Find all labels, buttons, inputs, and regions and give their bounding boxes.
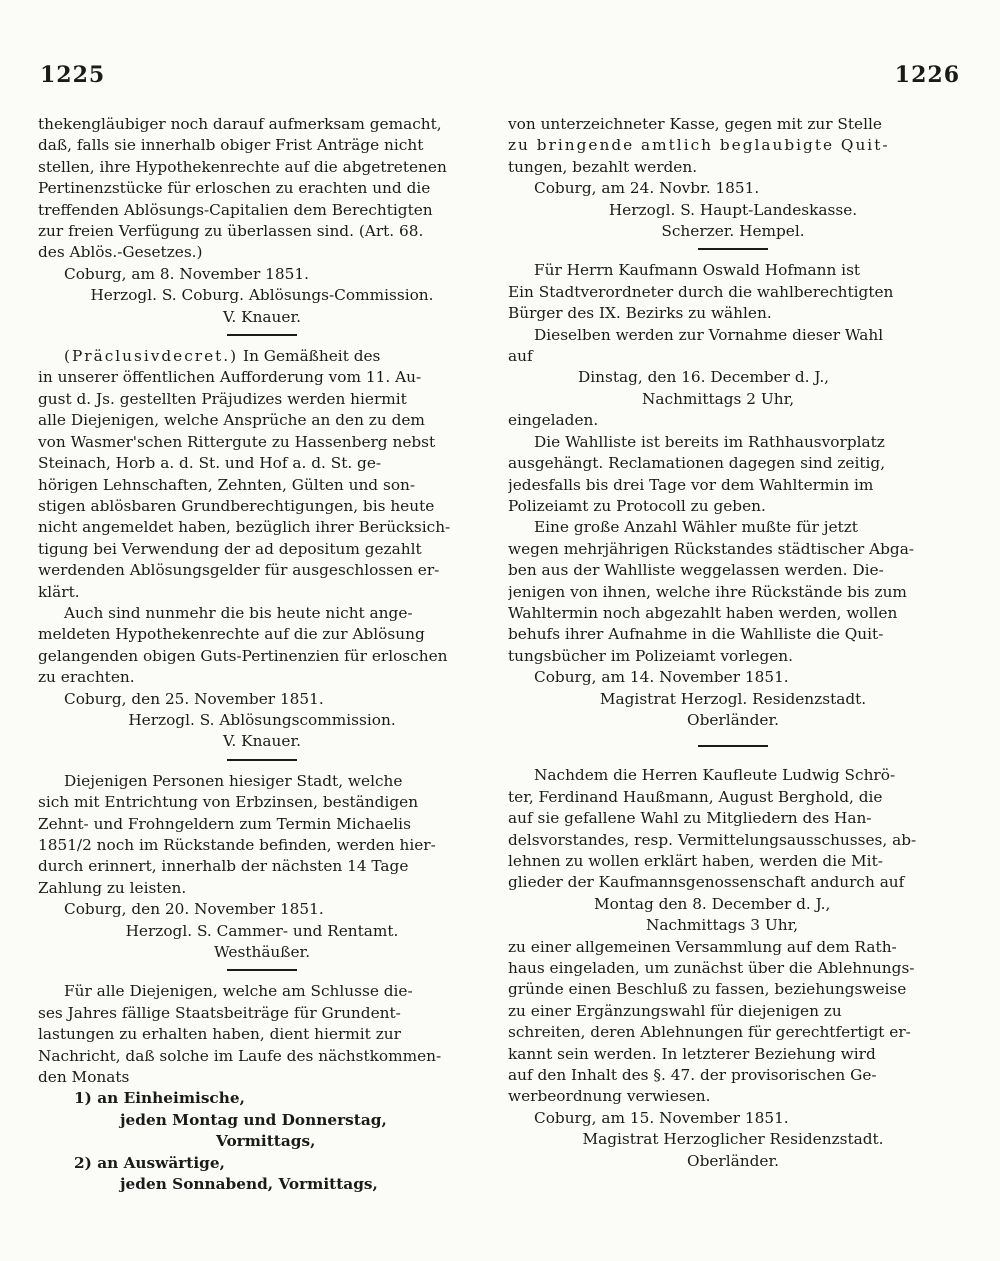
notice-erbzinsen <box>38 771 486 964</box>
meeting-date: Montag den 8. December d. J., <box>594 894 831 913</box>
notice-signer: Oberländer. <box>687 710 779 729</box>
notice-praeclusivdecret <box>38 346 486 753</box>
notice-date: Coburg, am 8. November 1851. <box>64 264 309 283</box>
notice-signature: Herzogl. S. Cammer- und Rentamt. <box>125 921 399 940</box>
notice-signature: Herzogl. S. Haupt-Landeskasse. <box>608 200 858 219</box>
right-column <box>508 114 958 1172</box>
text-line: Für Herrn Kaufmann Oswald Hofmann ist <box>534 261 861 280</box>
list-item: jeden Montag und Donnerstag, <box>120 1110 387 1129</box>
text-line: sich mit Entrichtung von Erbzinsen, beständigen <box>38 793 419 812</box>
page-number-right: 1226 <box>894 62 960 88</box>
text-line: wegen mehrjährigen Rückstandes städtischer Abga- <box>508 539 915 558</box>
election-time: Nachmittags 2 Uhr, <box>642 389 795 408</box>
text-line: lehnen zu wollen erklärt haben, werden die Mit- <box>508 852 883 870</box>
notice-signature: Magistrat Herzoglicher Residenzstadt. <box>582 1130 884 1149</box>
notice-date: Coburg, am 24. Novbr. 1851. <box>534 179 760 198</box>
text-line: Polizeiamt zu Protocoll zu geben. <box>508 496 766 515</box>
text-line: Nachdem die Herren Kaufleute Ludwig Schrö- <box>534 766 896 785</box>
section-divider <box>227 969 297 971</box>
text-line: Pertinenzstücke für erloschen zu erachten und die <box>38 179 431 198</box>
text-line: tungsbücher im Polizeiamt vorlegen. <box>508 646 794 665</box>
text-line: Nachricht, daß solche im Laufe des nächstkommen- <box>38 1046 442 1065</box>
left-column <box>38 114 486 1196</box>
text-line: jenigen von ihnen, welche ihre Rückstände bis zum <box>508 582 907 601</box>
text-line: Steinach, Horb a. d. St. und Hof a. d. St. ge- <box>38 454 382 473</box>
notice-signature: Magistrat Herzogl. Residenzstadt. <box>599 689 867 708</box>
text-line: daß, falls sie innerhalb obiger Frist Anträge nicht <box>38 136 424 155</box>
text-line: Zehnt- und Frohngeldern zum Termin Michaelis <box>38 814 411 833</box>
text-line: jedesfalls bis drei Tage vor dem Wahltermin im <box>508 475 874 494</box>
text-line: ben aus der Wahlliste weggelassen werden. Die- <box>508 561 884 580</box>
text-line: Für alle Diejenigen, welche am Schlusse die- <box>64 982 413 1001</box>
text-line: ses Jahres fällige Staatsbeiträge für Grundent- <box>38 1003 401 1022</box>
text-line: Zahlung zu leisten. <box>38 878 187 897</box>
notice-signer: Westhäußer. <box>213 943 311 962</box>
text-line: gelangenden obigen Guts-Pertinenzien für erloschen <box>38 646 448 665</box>
notice-signer: Scherzer. Hempel. <box>661 222 805 241</box>
text-line: alle Diejenigen, welche Ansprüche an den zu dem <box>38 411 425 430</box>
text-line: glieder der Kaufmannsgenossenschaft andurch auf <box>508 873 905 892</box>
text-line: werbeordnung verwiesen. <box>508 1087 711 1106</box>
text-line: kannt sein werden. In letzterer Beziehung wird <box>508 1044 876 1063</box>
text-line: in unserer öffentlichen Aufforderung vom 11. Au- <box>38 368 422 387</box>
notice-signature: Herzogl. S. Ablösungscommission. <box>128 710 396 729</box>
text-line: zur freien Verfügung zu überlassen sind. (Art. 68. <box>38 222 424 241</box>
text-line: In Gemäßheit des <box>243 347 381 366</box>
notice-signer: V. Knauer. <box>223 732 301 751</box>
text-line: treffenden Ablösungs-Capitalien dem Berechtigten <box>38 200 433 219</box>
text-line: Die Wahlliste ist bereits im Rathhausvorplatz <box>534 432 885 451</box>
text-line: auf <box>508 347 533 366</box>
list-item: 2) an Auswärtige, <box>74 1153 225 1172</box>
text-line: tungen, bezahlt werden. <box>508 157 698 176</box>
notice-landeskasse <box>508 114 958 242</box>
notice-heading: (Präclusivdecret.) <box>64 347 239 366</box>
meeting-time: Nachmittags 3 Uhr, <box>646 916 799 935</box>
list-item: Vormittags, <box>216 1132 316 1151</box>
notice-date: Coburg, den 25. November 1851. <box>64 689 324 708</box>
text-line: haus eingeladen, um zunächst über die Ablehnungs- <box>508 959 915 978</box>
text-line: Wahltermin noch abgezahlt haben werden, wollen <box>508 603 898 622</box>
notice-staatsbeitraege <box>38 981 486 1195</box>
text-line: klärt. <box>38 582 80 601</box>
text-line: nicht angemeldet haben, bezüglich ihrer Berücksich- <box>38 518 451 537</box>
text-line: gust d. Js. gestellten Präjudizes werden hiermit <box>38 389 407 408</box>
text-line: auf den Inhalt des §. 47. der provisorischen Ge- <box>508 1066 877 1085</box>
text-line: werdenden Ablösungsgelder für ausgeschlossen er- <box>38 561 440 580</box>
text-line: stigen ablösbaren Grundberechtigungen, bis heute <box>38 496 435 515</box>
text-line: zu einer allgemeinen Versammlung auf dem Rath- <box>508 937 897 956</box>
section-divider <box>698 248 768 250</box>
text-line: stellen, ihre Hypothekenrechte auf die abgetretenen <box>38 157 447 176</box>
text-line: 1851/2 noch im Rückstande befinden, werden hier- <box>38 836 436 854</box>
text-line: Auch sind nunmehr die bis heute nicht ange- <box>64 603 413 622</box>
notice-signer: V. Knauer. <box>223 307 301 326</box>
text-line: den Monats <box>38 1068 130 1087</box>
text-line: Bürger des IX. Bezirks zu wählen. <box>508 304 772 323</box>
text-line: Eine große Anzahl Wähler mußte für jetzt <box>534 518 858 537</box>
text-line: delsvorstandes, resp. Vermittelungsausschusses, ab- <box>508 830 917 849</box>
section-divider <box>698 745 768 747</box>
text-line: des Ablös.-Gesetzes.) <box>38 243 203 262</box>
text-line: gründe einen Beschluß zu fassen, beziehungsweise <box>508 980 907 999</box>
text-line: tigung bei Verwendung der ad depositum gezahlt <box>38 539 422 558</box>
text-line: schreiten, deren Ablehnungen für gerechtfertigt er- <box>508 1023 911 1042</box>
text-line: behufs ihrer Aufnahme in die Wahlliste die Quit- <box>508 625 884 644</box>
notice-date: Coburg, am 15. November 1851. <box>534 1108 789 1127</box>
text-line: lastungen zu erhalten haben, dient hiermit zur <box>38 1025 401 1044</box>
page-number-left: 1225 <box>40 62 106 88</box>
notice-signature: Herzogl. S. Coburg. Ablösungs-Commission. <box>90 286 434 305</box>
text-line: eingeladen. <box>508 411 599 430</box>
text-line: hörigen Lehnschaften, Zehnten, Gülten und son- <box>38 475 416 494</box>
text-line: ter, Ferdinand Haußmann, August Berghold, die <box>508 787 883 806</box>
notice-signer: Oberländer. <box>687 1151 779 1170</box>
text-line: Diejenigen Personen hiesiger Stadt, welche <box>64 771 403 790</box>
text-line: thekengläubiger noch darauf aufmerksam gemacht, <box>38 115 442 133</box>
notice-date: Coburg, am 14. November 1851. <box>534 668 789 687</box>
election-date: Dinstag, den 16. December d. J., <box>578 368 830 387</box>
text-line: Dieselben werden zur Vornahme dieser Wahl <box>534 325 884 344</box>
text-line: ausgehängt. Reclamationen dagegen sind zeitig, <box>508 454 886 473</box>
notice-hypothek-continuation <box>38 114 486 328</box>
notice-handelsvorstand <box>508 765 958 1172</box>
text-line: von unterzeichneter Kasse, gegen mit zur Stelle <box>508 115 882 133</box>
text-line: meldeten Hypothekenrechte auf die zur Ablösung <box>38 625 425 644</box>
text-line: auf sie gefallene Wahl zu Mitgliedern des Han- <box>508 809 872 828</box>
notice-date: Coburg, den 20. November 1851. <box>64 900 324 919</box>
text-line: Ein Stadtverordneter durch die wahlberechtigten <box>508 282 894 301</box>
section-divider <box>227 759 297 761</box>
section-divider <box>227 334 297 336</box>
text-line: zu bringende amtlich beglaubigte Quit- <box>508 136 890 155</box>
notice-stadtverordneter-wahl <box>508 260 958 731</box>
text-line: zu erachten. <box>38 668 135 687</box>
text-line: durch erinnert, innerhalb der nächsten 14 Tage <box>38 857 409 876</box>
list-item: 1) an Einheimische, <box>74 1089 245 1108</box>
text-line: von Wasmer'schen Rittergute zu Hassenberg nebst <box>38 432 436 451</box>
list-item: jeden Sonnabend, Vormittags, <box>120 1175 378 1194</box>
text-line: zu einer Ergänzungswahl für diejenigen zu <box>508 1001 842 1020</box>
